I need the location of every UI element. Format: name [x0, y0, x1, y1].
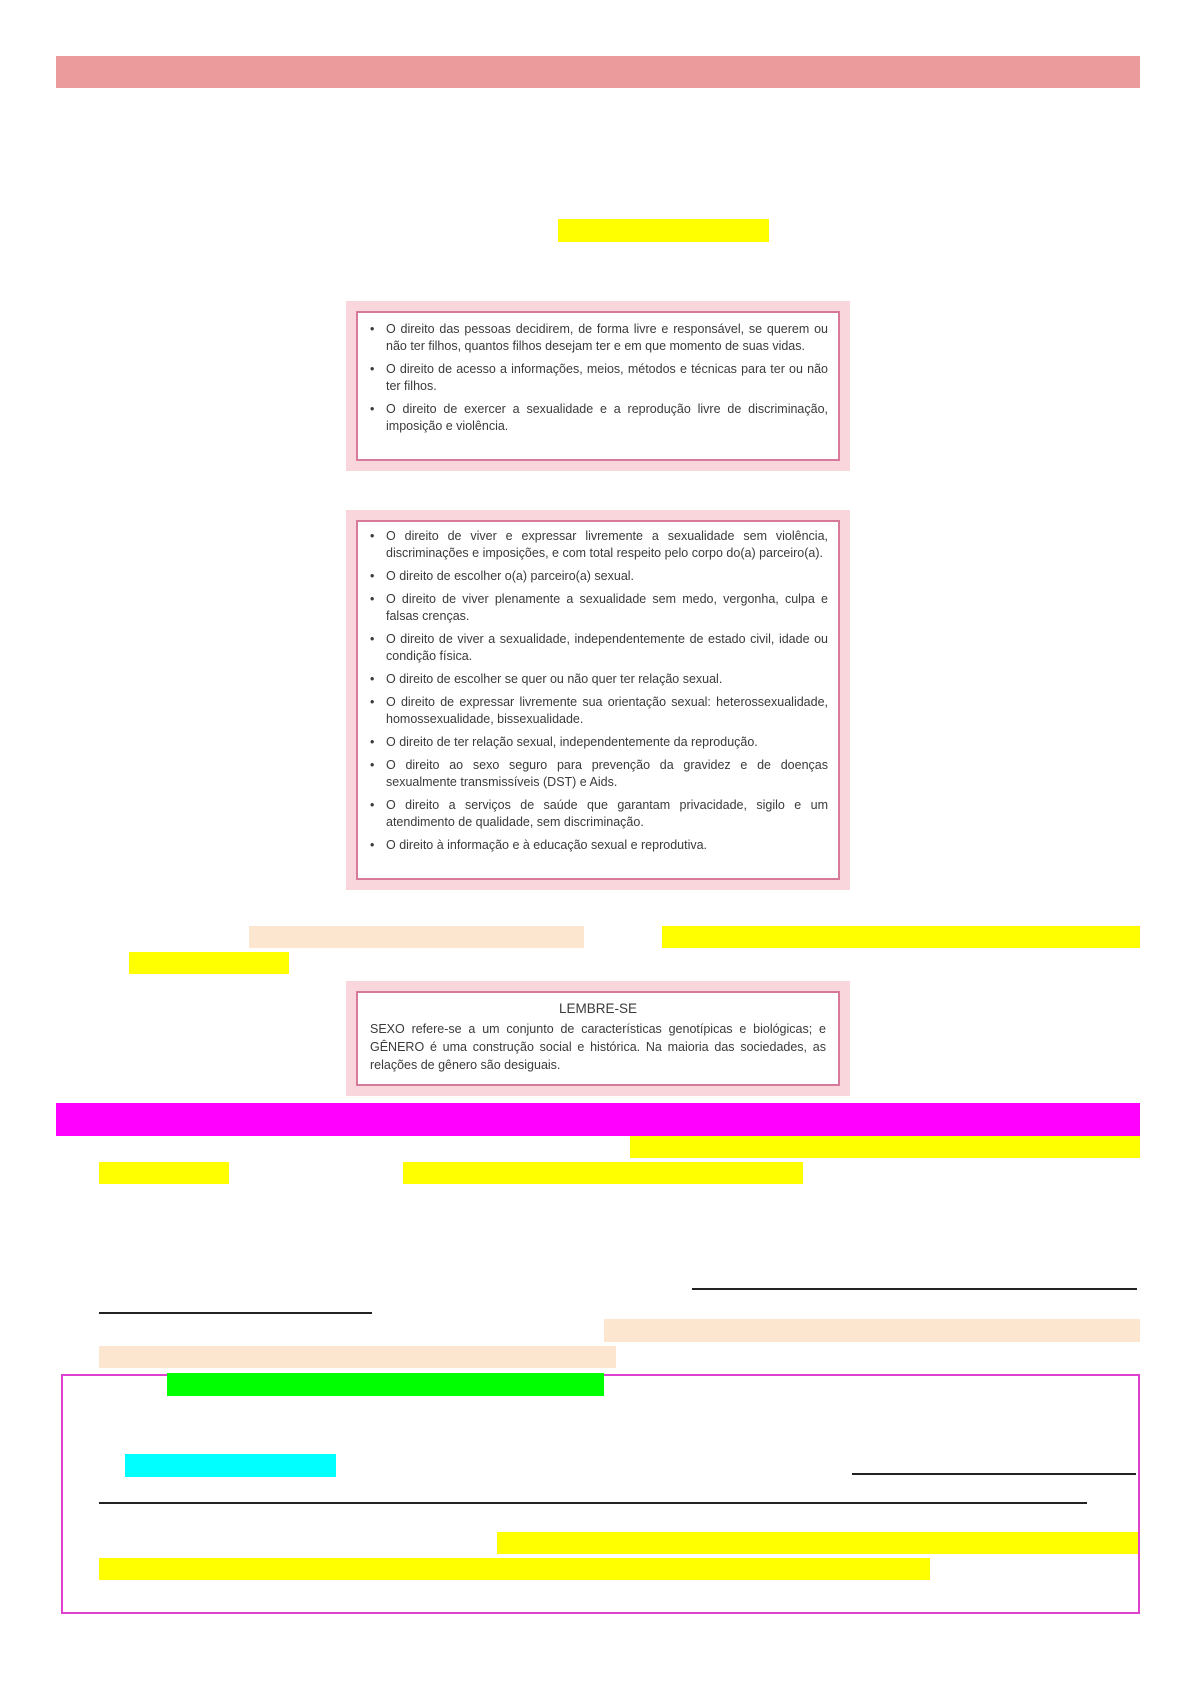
highlight-peach-3 — [99, 1346, 616, 1368]
list-item: • O direito de viver a sexualidade, independentemente de estado civil, idade ou condição física. — [368, 631, 828, 665]
list-item: • O direito de escolher o(a) parceiro(a) sexual. — [368, 568, 828, 585]
reproductive-rights-box-inner — [356, 311, 840, 461]
sexual-rights-list — [368, 528, 828, 854]
reproductive-rights-box — [346, 301, 850, 471]
underline-4 — [99, 1502, 1087, 1504]
reproductive-rights-list — [368, 321, 828, 435]
highlight-top — [558, 219, 769, 242]
highlight-cyan — [125, 1454, 336, 1477]
highlight-yellow-5 — [403, 1162, 803, 1184]
list-item: • O direito ao sexo seguro para prevenção da gravidez e de doenças sexualmente transmissíveis (DST) e Aids. — [368, 757, 828, 791]
list-item: • O direito de viver plenamente a sexualidade sem medo, vergonha, culpa e falsas crenças. — [368, 591, 828, 625]
highlight-yellow-4 — [99, 1162, 229, 1184]
list-item: • O direito de exercer a sexualidade e a reprodução livre de discriminação, imposição e violência. — [368, 401, 828, 435]
highlight-yellow-2 — [129, 952, 289, 974]
lembre-text: SEXO refere-se a um conjunto de características genotípicas e biológicas; e GÊNERO é uma construção social e histórica. Na maioria das sociedades, as relações de gênero são desiguais. — [370, 1022, 826, 1072]
underline-2 — [99, 1312, 372, 1314]
highlight-yellow-1 — [662, 926, 1140, 948]
highlight-yellow-3 — [630, 1136, 1140, 1158]
sexual-rights-box-inner — [356, 520, 840, 880]
lembre-box-inner — [356, 991, 840, 1086]
underline-1 — [692, 1288, 1137, 1290]
header-bar — [56, 56, 1140, 88]
list-item: • O direito de expressar livremente sua orientação sexual: heterossexualidade, homossexualidade, bissexualidade. — [368, 694, 828, 728]
highlight-green — [167, 1373, 604, 1396]
underline-3 — [852, 1473, 1136, 1475]
highlight-yellow-7 — [99, 1558, 930, 1580]
highlight-peach-2 — [604, 1319, 1140, 1342]
list-item: • O direito de viver e expressar livremente a sexualidade sem violência, discriminações e imposições, e com total respeito pelo corpo do(a) parceiro(a). — [368, 528, 828, 562]
list-item: • O direito à informação e à educação sexual e reprodutiva. — [368, 837, 828, 854]
sexual-rights-box — [346, 510, 850, 890]
lembre-title: LEMBRE-SE — [558, 1001, 638, 1016]
highlight-yellow-6 — [497, 1532, 1138, 1554]
lembre-box — [346, 981, 850, 1096]
highlight-peach-1 — [249, 926, 584, 948]
list-item: • O direito a serviços de saúde que garantam privacidade, sigilo e um atendimento de qualidade, sem discriminação. — [368, 797, 828, 831]
list-item: • O direito de acesso a informações, meios, métodos e técnicas para ter ou não ter filhos. — [368, 361, 828, 395]
section-bar — [56, 1103, 1140, 1136]
list-item: • O direito de ter relação sexual, independentemente da reprodução. — [368, 734, 828, 751]
list-item: • O direito das pessoas decidirem, de forma livre e responsável, se querem ou não ter filhos, quantos filhos desejam ter e em que momento de suas vidas. — [368, 321, 828, 355]
list-item: • O direito de escolher se quer ou não quer ter relação sexual. — [368, 671, 828, 688]
